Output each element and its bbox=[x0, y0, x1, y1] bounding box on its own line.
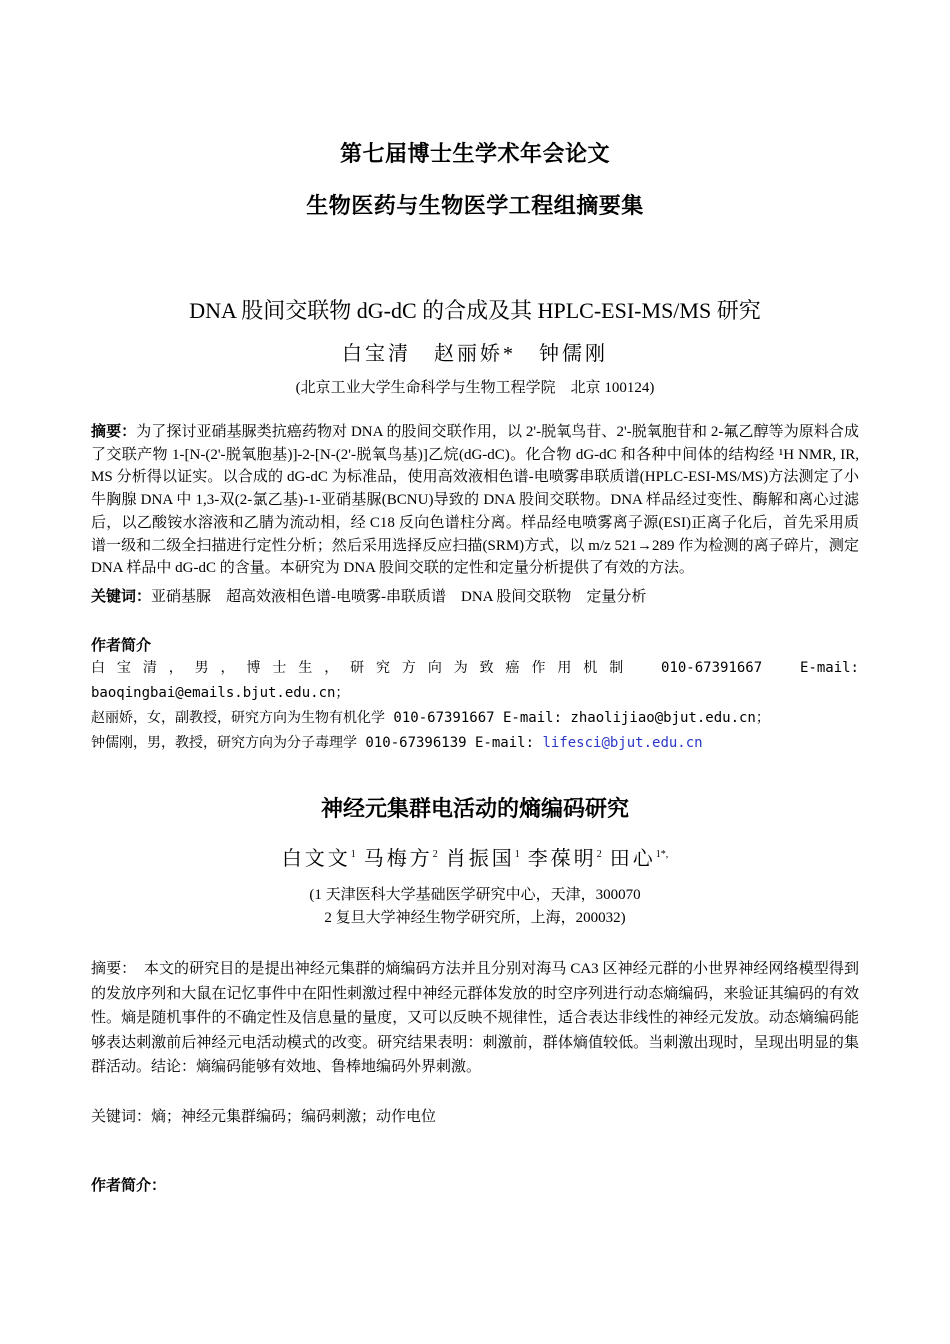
paper1-bio3 bbox=[91, 731, 859, 756]
paper1-bio3-email-link[interactable]: lifesci@bjut.edu.cn bbox=[542, 735, 703, 751]
paper2-bio-heading: 作者简介： bbox=[91, 1176, 167, 1194]
paper2-keywords-label: 关键词： bbox=[91, 1109, 152, 1125]
paper1-keywords-label: 关键词： bbox=[91, 587, 152, 605]
paper2-abstract-text: 本文的研究目的是提出神经元集群的熵编码方法并且分别对海马 CA3 区神经元群的小世界神经网络模型得到的发放序列和大鼠在记忆事件中在阳性刺激过程中神经元群体发放的时空序列进行动态熵编码，来验证其编码的有效性。熵是随机事件的不确定性及信息量的量度，又可以反映不规律性，适合表达非线性的神经元发放。动态熵编码能够表达刺激前后神经元电活动模式的改变。研究结果表明：刺激前，群体熵值较低。当刺激出现时，呈现出明显的集群活动。结论：熵编码能够有效地、鲁棒地编码外界刺激。 bbox=[91, 961, 859, 1076]
paper2-affiliation-2: 2 复旦大学神经生物学研究所，上海，200032) bbox=[324, 910, 626, 926]
paper2-abstract-label: 摘要： bbox=[91, 961, 129, 977]
paper2-author: 白文文$^1$ bbox=[281, 848, 356, 870]
paper1-keywords-text: 亚硝基脲 超高效液相色谱-电喷雾-串联质谱 DNA 股间交联物 定量分析 bbox=[151, 589, 647, 605]
paper2-affiliation-1: (1 天津医科大学基础医学研究中心，天津，300070 bbox=[309, 887, 641, 903]
paper1-title: DNA 股间交联物 dG-dC 的合成及其 HPLC-ESI-MS/MS 研究 bbox=[189, 298, 761, 323]
paper2-author: 肖振国$^1$ bbox=[445, 848, 520, 870]
paper1-abstract-label: 摘要： bbox=[91, 422, 137, 440]
conference-title: 第七届博士生学术年会论文 bbox=[339, 142, 610, 167]
paper1-bio3-text: 钟儒刚，男，教授，研究方向为分子毒理学 010-67396139 E-mail: bbox=[91, 735, 543, 751]
conference-subtitle: 生物医药与生物医学工程组摘要集 bbox=[306, 194, 644, 219]
paper1-authors: 白宝清 赵丽娇* 钟儒刚 bbox=[342, 343, 608, 365]
paper1-keywords bbox=[91, 585, 859, 609]
paper1-bio1-line2: baoqingbai@emails.bjut.edu.cn； bbox=[91, 685, 350, 701]
paper1-bio-heading: 作者简介 bbox=[91, 636, 152, 654]
paper2-abstract bbox=[91, 957, 859, 1080]
paper2-author: 田心$^{1*,}$ bbox=[609, 848, 669, 870]
paper1-abstract-text: 为了探讨亚硝基脲类抗癌药物对 DNA 的股间交联作用，以 2'-脱氧鸟苷、2'-脱氧胞苷和 2-氟乙醇等为原料合成了交联产物 1-[N-(2'-脱氧胞基)]-2-[N-(2'-脱氧鸟基)]乙烷(dG-dC)。化合物 dG-dC 和各种中间体的结构经 ¹H NMR, IR, MS 分析得以证实。以合成的 dG-dC 为标准品，使用高效液相色谱-电喷雾串联质谱(HPLC-ESI-MS/MS)方法测定了小牛胸腺 DNA 中 1,3-双(2-氯乙基)-1-亚硝基脲(BCNU)导致的 DNA 股间交联物。DNA 样品经过变性、酶解和离心过滤后，以乙酸铵水溶液和乙腈为流动相，经 C18 反向色谱柱分离。样品经电喷雾离子源(ESI)正离子化后，首先采用质谱一级和二级全扫描进行定性分析；然后采用选择反应扫描(SRM)方式，以 m/z 521→289 作为检测的离子碎片，测定 DNA 样品中 dG-dC 的含量。本研究为 DNA 股间交联的定性和定量分析提供了有效的方法。 bbox=[91, 424, 859, 577]
paper2-author: 李葆明$^2$ bbox=[527, 848, 602, 870]
paper1-bio1-line1: 白宝清，男，博士生，研究方向为致癌作用机制 010-67391667 E-mail: bbox=[91, 660, 859, 676]
paper1-abstract bbox=[91, 420, 859, 580]
paper2-authors bbox=[0, 842, 950, 871]
paper2-keywords bbox=[91, 1105, 859, 1130]
paper1-affiliation: (北京工业大学生命科学与生物工程学院 北京 100124) bbox=[295, 380, 655, 396]
paper2-author: 马梅方$^2$ bbox=[363, 848, 438, 870]
paper1-bio2: 赵丽娇，女，副教授，研究方向为生物有机化学 010-67391667 E-mail: zhaolijiao@bjut.edu.cn； bbox=[91, 710, 770, 726]
paper2-title: 神经元集群电活动的熵编码研究 bbox=[320, 797, 629, 822]
paper2-keywords-text: 熵；神经元集群编码；编码刺激；动作电位 bbox=[151, 1109, 437, 1125]
